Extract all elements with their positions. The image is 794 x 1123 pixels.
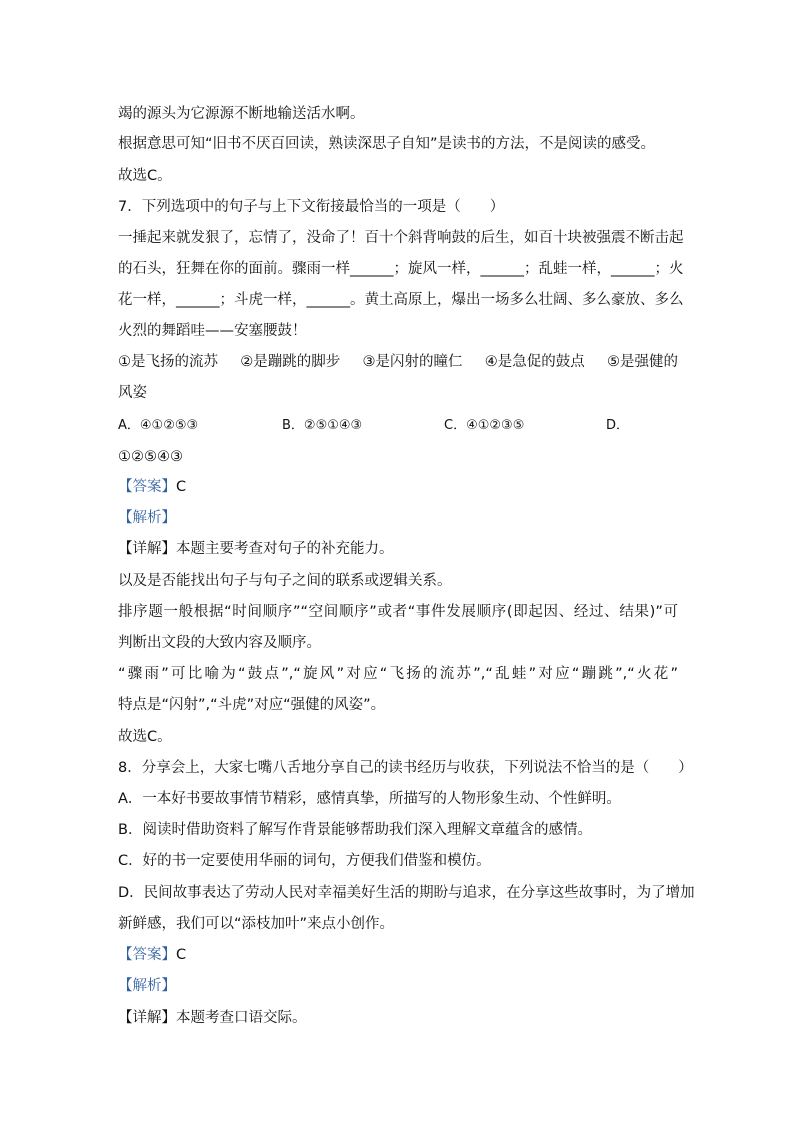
detail-tag: 【详解】	[118, 1010, 176, 1026]
question-8-option-d-cont: 新鲜感，我们可以“添枝加叶”来点小创作。	[118, 916, 395, 932]
item-4: ④是急促的鼓点	[484, 354, 585, 370]
detail-line	[118, 539, 678, 559]
items-continuation: 风姿	[118, 385, 147, 401]
answer-tag: 【答案】	[118, 479, 176, 495]
option-a: A．④①②⑤③	[118, 418, 199, 433]
detail-line: “骤雨”可比喻为“鼓点”,“旋风”对应“飞扬的流苏”,“乱蛙”对应“蹦跳”,“火花”	[118, 666, 678, 682]
item-1: ①是飞扬的流苏	[118, 354, 218, 370]
question-8-option-a: A．一本好书要故事情节精彩，感情真挚，所描写的人物形象生动、个性鲜明。	[118, 791, 621, 807]
detail-text: 本题考查口语交际。	[176, 1010, 307, 1026]
paragraph-line: 竭的源头为它源源不断地输送活水啊。	[118, 106, 365, 122]
question-7-stem: 7．下列选项中的句子与上下文衔接最恰当的一项是（ ）	[118, 199, 505, 215]
item-3: ③是闪射的瞳仁	[362, 354, 463, 370]
option-c: C．④①②③⑤	[444, 418, 525, 433]
answer-value: C	[176, 479, 187, 495]
analysis-tag: 【解析】	[118, 978, 176, 994]
choice-line: 故选C。	[118, 168, 172, 184]
answer-value: C	[176, 947, 187, 963]
option-d-continuation: ①②⑤④③	[118, 449, 183, 465]
detail-line	[118, 1008, 678, 1028]
detail-text: 本题主要考查对句子的补充能力。	[176, 541, 394, 557]
question-8-stem: 8．分享会上，大家七嘴八舌地分享自己的读书经历与收获，下列说法不恰当的是（ ）	[118, 760, 693, 776]
question-8-option-b: B．阅读时借助资料了解写作背景能够帮助我们深入理解文章蕴含的感情。	[118, 822, 592, 838]
passage-line: 一捶起来就发狠了，忘情了，没命了！百十个斜背响鼓的后生，如百十块被强震不断击起	[118, 230, 684, 246]
detail-line: 判断出文段的大致内容及顺序。	[118, 635, 321, 651]
item-5: ⑤是强健的	[607, 354, 678, 370]
passage-line: 火烈的舞蹈哇——安塞腰鼓！	[118, 323, 307, 339]
detail-line: 以及是否能找出句子与句子之间的联系或逻辑关系。	[118, 573, 452, 589]
answer-tag: 【答案】	[118, 947, 176, 963]
passage-line: 的石头，狂舞在你的面前。骤雨一样______；旋风一样，______；乱蛙一样，______；火	[118, 261, 684, 277]
option-b: B．②⑤①④③	[282, 418, 363, 433]
paragraph-line: 根据意思可知“旧书不厌百回读，熟读深思子自知”是读书的方法，不是阅读的感受。	[118, 136, 656, 152]
detail-line: 特点是“闪射”,“斗虎”对应“强健的风姿”。	[118, 697, 386, 713]
question-8-option-c: C．好的书一定要使用华丽的词句，方便我们借鉴和模仿。	[118, 853, 491, 869]
question-8-option-d: D．民间故事表达了劳动人民对幸福美好生活的期盼与追求，在分享这些故事时，为了增加	[118, 885, 695, 901]
item-2: ②是蹦跳的脚步	[240, 354, 341, 370]
answer-line	[118, 477, 678, 497]
answer-line	[118, 945, 678, 965]
choice-line: 故选C。	[118, 729, 172, 745]
option-d: D．	[606, 418, 630, 433]
detail-tag: 【详解】	[118, 541, 176, 557]
analysis-tag: 【解析】	[118, 510, 176, 526]
question-7-items	[118, 352, 678, 372]
passage-line: 花一样，______；斗虎一样，______。黄土高原上，爆出一场多么壮阔、多么豪放、多么	[118, 292, 684, 308]
detail-line: 排序题一般根据“时间顺序”“空间顺序”或者“事件发展顺序(即起因、经过、结果)”可	[118, 604, 678, 620]
